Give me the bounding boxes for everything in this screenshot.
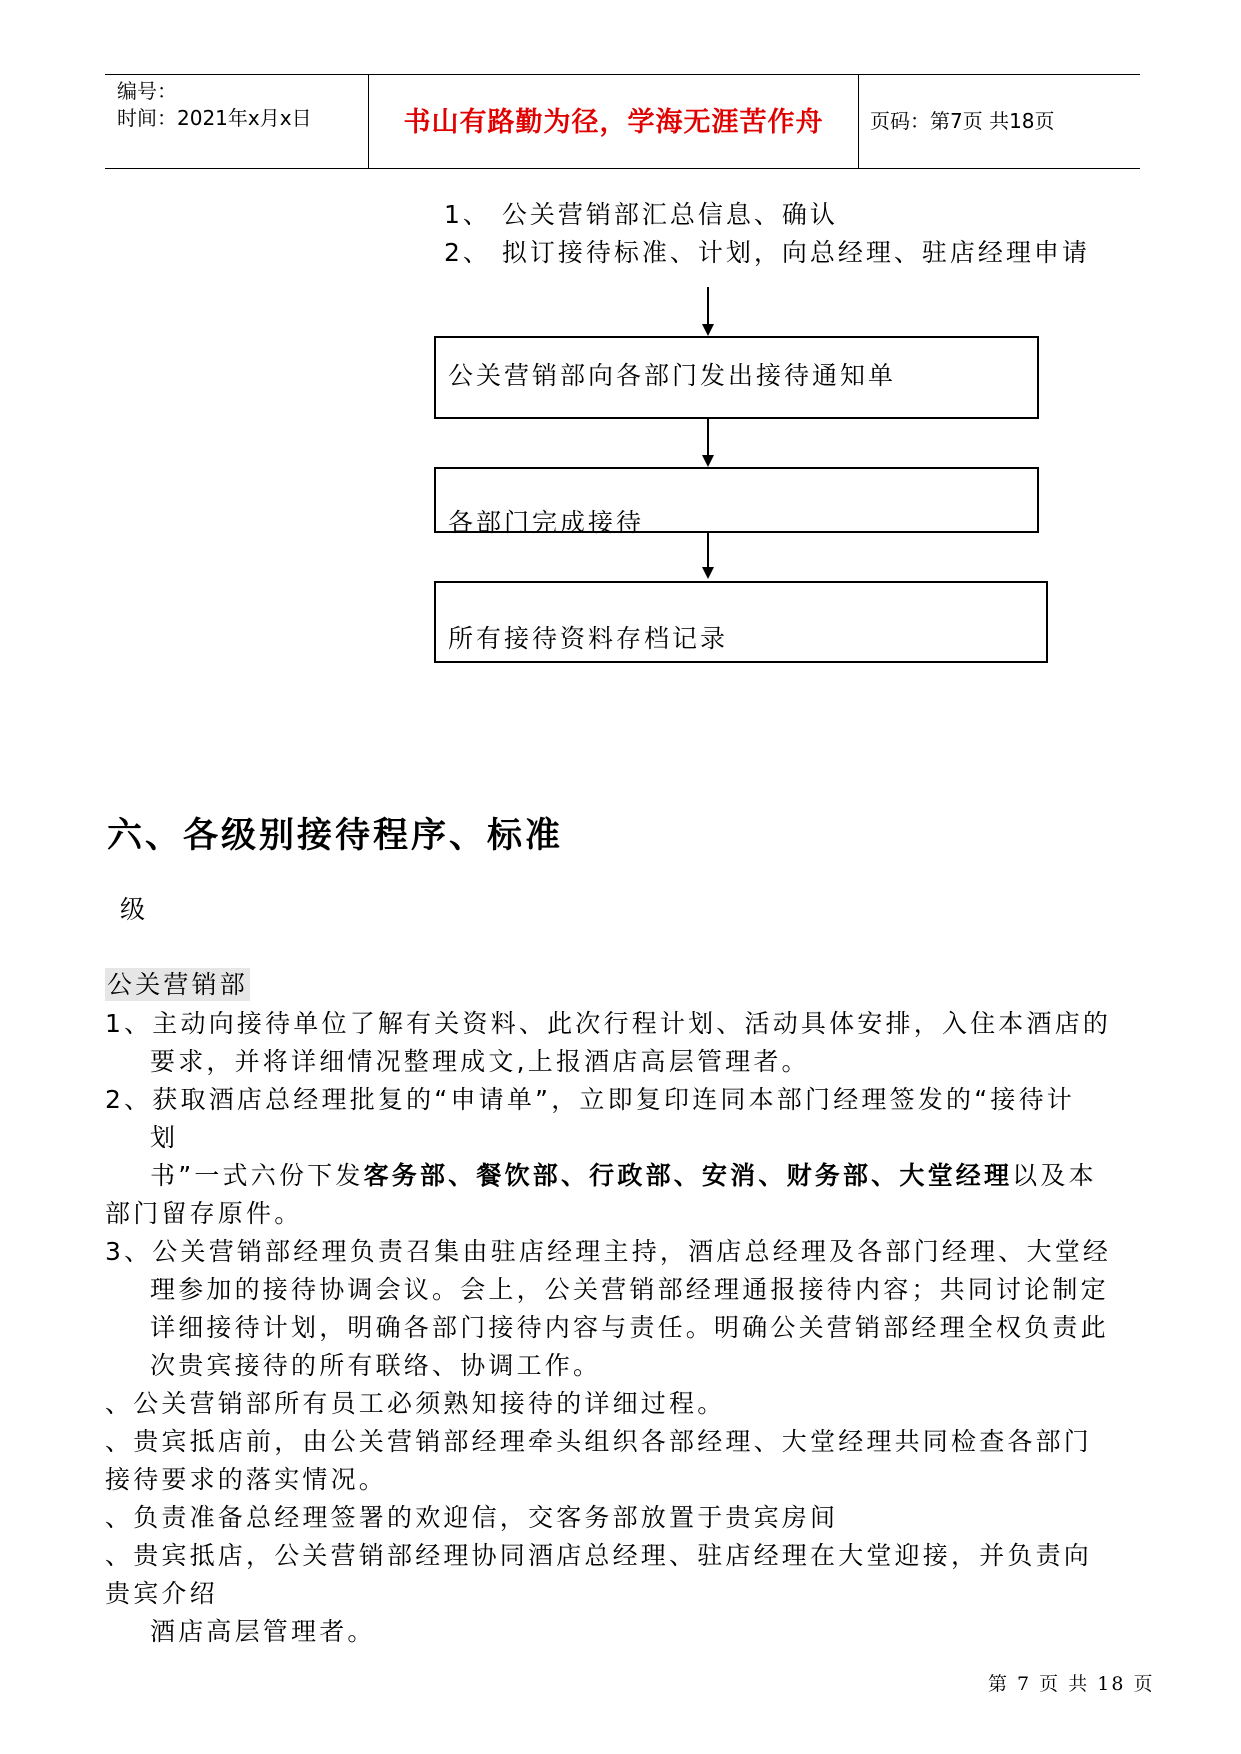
dept-heading: [105, 970, 250, 1000]
flow-intro-line-1: 1、 公关营销部汇总信息、确认: [444, 200, 838, 229]
flow-arrow-3-head: [702, 567, 714, 579]
item6: 、负责准备总经理签署的欢迎信，交客务部放置于贵宾房间: [105, 1503, 839, 1532]
dept-heading-text: 公关营销部: [107, 970, 249, 999]
header-divider-right: [858, 74, 859, 169]
page-footer: 第 7 页 共 18 页: [988, 1673, 1155, 1695]
flow-arrow-2-line: [707, 419, 709, 459]
item5-line2: 接待要求的落实情况。: [105, 1465, 388, 1494]
item2-line2: 划: [150, 1123, 179, 1152]
item1-line2: 要求，并将详细情况整理成文,上报酒店高层管理者。: [150, 1047, 810, 1076]
item7-line1: 、贵宾抵店，公关营销部经理协同酒店总经理、驻店经理在大堂迎接，并负责向: [105, 1541, 1093, 1570]
item3-line2: 理参加的接待协调会议。会上，公关营销部经理通报接待内容；共同讨论制定: [150, 1275, 1109, 1304]
item2-line3-bold: 客务部、餐饮部、行政部、安消、财务部、大堂经理: [363, 1161, 1013, 1190]
item2-line3-b: 以及本: [1012, 1161, 1097, 1190]
flow-intro-line-2: 2、 拟订接待标准、计划，向总经理、驻店经理申请: [444, 238, 1090, 267]
flow-arrow-2-head: [702, 455, 714, 467]
item1-line1: 1、主动向接待单位了解有关资料、此次行程计划、活动具体安排，入住本酒店的: [105, 1009, 1112, 1038]
flow-arrow-3-line: [707, 533, 709, 569]
item3-line4: 次贵宾接待的所有联络、协调工作。: [150, 1351, 602, 1380]
item2-line1: 2、获取酒店总经理批复的“申请单”，立即复印连同本部门经理签发的“接待计: [105, 1085, 1075, 1114]
flow-box-1: [434, 336, 1039, 419]
flow-arrow-1-head: [702, 324, 714, 336]
item7-line2: 贵宾介绍: [105, 1579, 218, 1608]
flow-box-3: [434, 581, 1048, 663]
header-top-rule: [105, 74, 1140, 75]
item3-line1: 3、公关营销部经理负责召集由驻店经理主持，酒店总经理及各部门经理、大堂经: [105, 1237, 1112, 1266]
section-title: 六、各级别接待程序、标准: [107, 816, 564, 856]
flow-box-1-label: 公关营销部向各部门发出接待通知单: [448, 361, 897, 390]
item3-line3: 详细接待计划，明确各部门接待内容与责任。明确公关营销部经理全权负责此: [150, 1313, 1109, 1342]
item2-line3-a: 书”一式六份下发: [150, 1161, 364, 1190]
header-bottom-rule: [105, 168, 1140, 169]
level-label: 级: [120, 895, 149, 924]
item7-line3: 酒店高层管理者。: [150, 1617, 376, 1646]
flow-box-3-label: 所有接待资料存档记录: [448, 624, 729, 653]
header-motto: 书山有路勤为径，学海无涯苦作舟: [403, 107, 824, 138]
flow-box-2: [434, 467, 1039, 537]
header-time-label: 时间：2021年x月x日: [117, 106, 312, 130]
item4: 、公关营销部所有员工必须熟知接待的详细过程。: [105, 1389, 726, 1418]
item2-line4: 部门留存原件。: [105, 1199, 303, 1228]
item5-line1: 、贵宾抵店前，由公关营销部经理牵头组织各部经理、大堂经理共同检查各部门: [105, 1427, 1093, 1456]
item2-line3: [150, 1161, 1097, 1191]
flow-box-2-label: 各部门完成接待: [448, 508, 645, 537]
header-page-label: 页码：第7页 共18页: [870, 109, 1055, 133]
header-number-label: 编号：: [117, 79, 177, 103]
